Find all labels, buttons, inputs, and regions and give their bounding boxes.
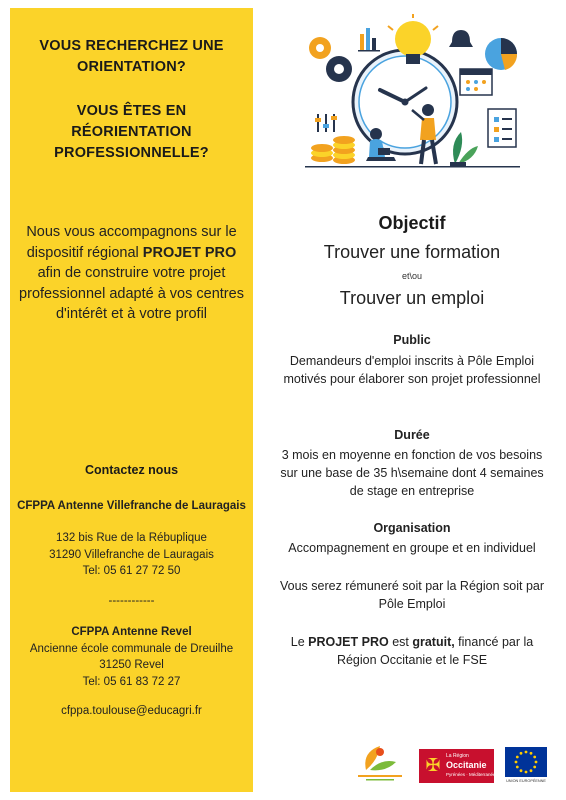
bell-icon bbox=[449, 30, 473, 47]
duree-line: de stage en entreprise bbox=[349, 484, 475, 498]
objectif-connector: et\ou bbox=[401, 271, 423, 281]
eu-flag-icon bbox=[505, 747, 547, 777]
projet-pro-label: PROJET PRO bbox=[308, 635, 389, 649]
phone-number[interactable]: Tel: 05 61 27 72 50 bbox=[82, 565, 181, 577]
address-line: 31290 Villefranche de Lauragais bbox=[49, 548, 214, 561]
address-line: 132 bis Rue de la Rébuplique bbox=[56, 532, 207, 544]
duree-text bbox=[262, 446, 562, 500]
intro-paragraph bbox=[10, 222, 253, 325]
objectif-emploi: Trouver un emploi bbox=[339, 288, 485, 308]
duree-line: 3 mois en moyenne en fonction de vos besoins bbox=[281, 448, 543, 462]
occitanie-name: Occitanie bbox=[446, 760, 487, 770]
reorientation-heading bbox=[10, 101, 253, 164]
occitanie-subtitle: Pyrénées · Méditerranée bbox=[446, 772, 496, 777]
heading-line: RÉORIENTATION bbox=[71, 124, 192, 140]
gratuit-line bbox=[262, 633, 562, 651]
organisation-text: Accompagnement en groupe et en individuel bbox=[288, 541, 536, 555]
remuneration-line: Vous serez rémuneré soit par la Région soit par bbox=[279, 579, 545, 593]
intro-line bbox=[10, 243, 253, 264]
sliders-icon bbox=[315, 114, 337, 132]
clock-icon bbox=[353, 50, 457, 154]
intro-text: dispositif régional bbox=[26, 244, 143, 261]
occitanie-logo bbox=[419, 749, 494, 783]
gratuit-text bbox=[262, 633, 562, 669]
address-line: 31250 Revel bbox=[99, 659, 164, 671]
checklist-icon bbox=[488, 109, 516, 147]
orientation-heading bbox=[10, 36, 253, 78]
heading-line: VOUS ÊTES EN bbox=[76, 103, 187, 119]
objectif-formation: Trouver une formation bbox=[323, 242, 501, 262]
phone-number[interactable]: Tel: 05 61 83 72 27 bbox=[82, 675, 181, 688]
objectif-title: Objectif bbox=[378, 213, 446, 233]
remuneration-text bbox=[262, 577, 562, 613]
calendar-icon bbox=[460, 69, 492, 95]
gratuit-fragment: financé par la bbox=[454, 635, 534, 649]
gear-icon bbox=[309, 37, 352, 82]
gratuit-line: Région Occitanie et le FSE bbox=[336, 653, 488, 667]
duree-title: Durée bbox=[394, 428, 430, 442]
career-illustration bbox=[300, 14, 525, 174]
antenne-revel-block bbox=[10, 624, 253, 690]
heading-line: ORIENTATION? bbox=[77, 59, 186, 75]
gratuit-fragment: Le bbox=[290, 635, 309, 649]
public-line: Demandeurs d'emploi inscrits à Pôle Emploi bbox=[289, 354, 535, 368]
bar-chart-icon bbox=[358, 28, 380, 52]
organisation-title: Organisation bbox=[373, 521, 451, 535]
plant-icon bbox=[450, 132, 478, 166]
gratuit-label: gratuit, bbox=[412, 635, 455, 649]
antenne-villefranche-name: CFPPA Antenne Villefranche de Lauragais bbox=[17, 500, 246, 512]
antenne-revel-name: CFPPA Antenne Revel bbox=[71, 626, 192, 638]
occitan-cross-icon: ✠ bbox=[425, 755, 441, 776]
separator: ------------ bbox=[108, 595, 155, 607]
duree-line: sur une base de 35 h\semaine dont 4 semaines bbox=[280, 466, 544, 480]
intro-line: afin de construire votre projet bbox=[37, 265, 226, 281]
address-line: Ancienne école communale de Dreuilhe bbox=[29, 642, 234, 655]
antenne-villefranche-address bbox=[10, 530, 253, 580]
email-link[interactable]: cfppa.toulouse@educagri.fr bbox=[61, 705, 202, 717]
enseignement-agricole-logo bbox=[352, 740, 408, 784]
public-line: motivés pour élaborer son projet professionnel bbox=[283, 372, 541, 386]
occitanie-small-text: La Région bbox=[446, 753, 469, 759]
eu-caption: UNION EUROPÉENNE bbox=[506, 779, 546, 783]
public-title: Public bbox=[393, 333, 431, 347]
intro-line: professionnel adapté à vos centres bbox=[19, 285, 244, 302]
heading-line: PROFESSIONNELLE? bbox=[54, 145, 209, 161]
pie-chart-icon bbox=[485, 38, 517, 70]
heading-line: VOUS RECHERCHEZ UNE bbox=[39, 38, 224, 54]
eu-logo bbox=[505, 747, 547, 787]
intro-line: d'intérêt et à votre profil bbox=[55, 306, 208, 322]
sidebar-panel bbox=[10, 8, 253, 792]
gratuit-fragment: est bbox=[388, 635, 413, 649]
intro-line: Nous vous accompagnons sur le bbox=[26, 224, 237, 240]
remuneration-line: Pôle Emploi bbox=[378, 597, 446, 611]
projet-pro-label: PROJET PRO bbox=[142, 244, 237, 261]
coins-icon bbox=[311, 136, 355, 164]
contact-title: Contactez nous bbox=[84, 463, 179, 477]
public-text bbox=[262, 352, 562, 388]
